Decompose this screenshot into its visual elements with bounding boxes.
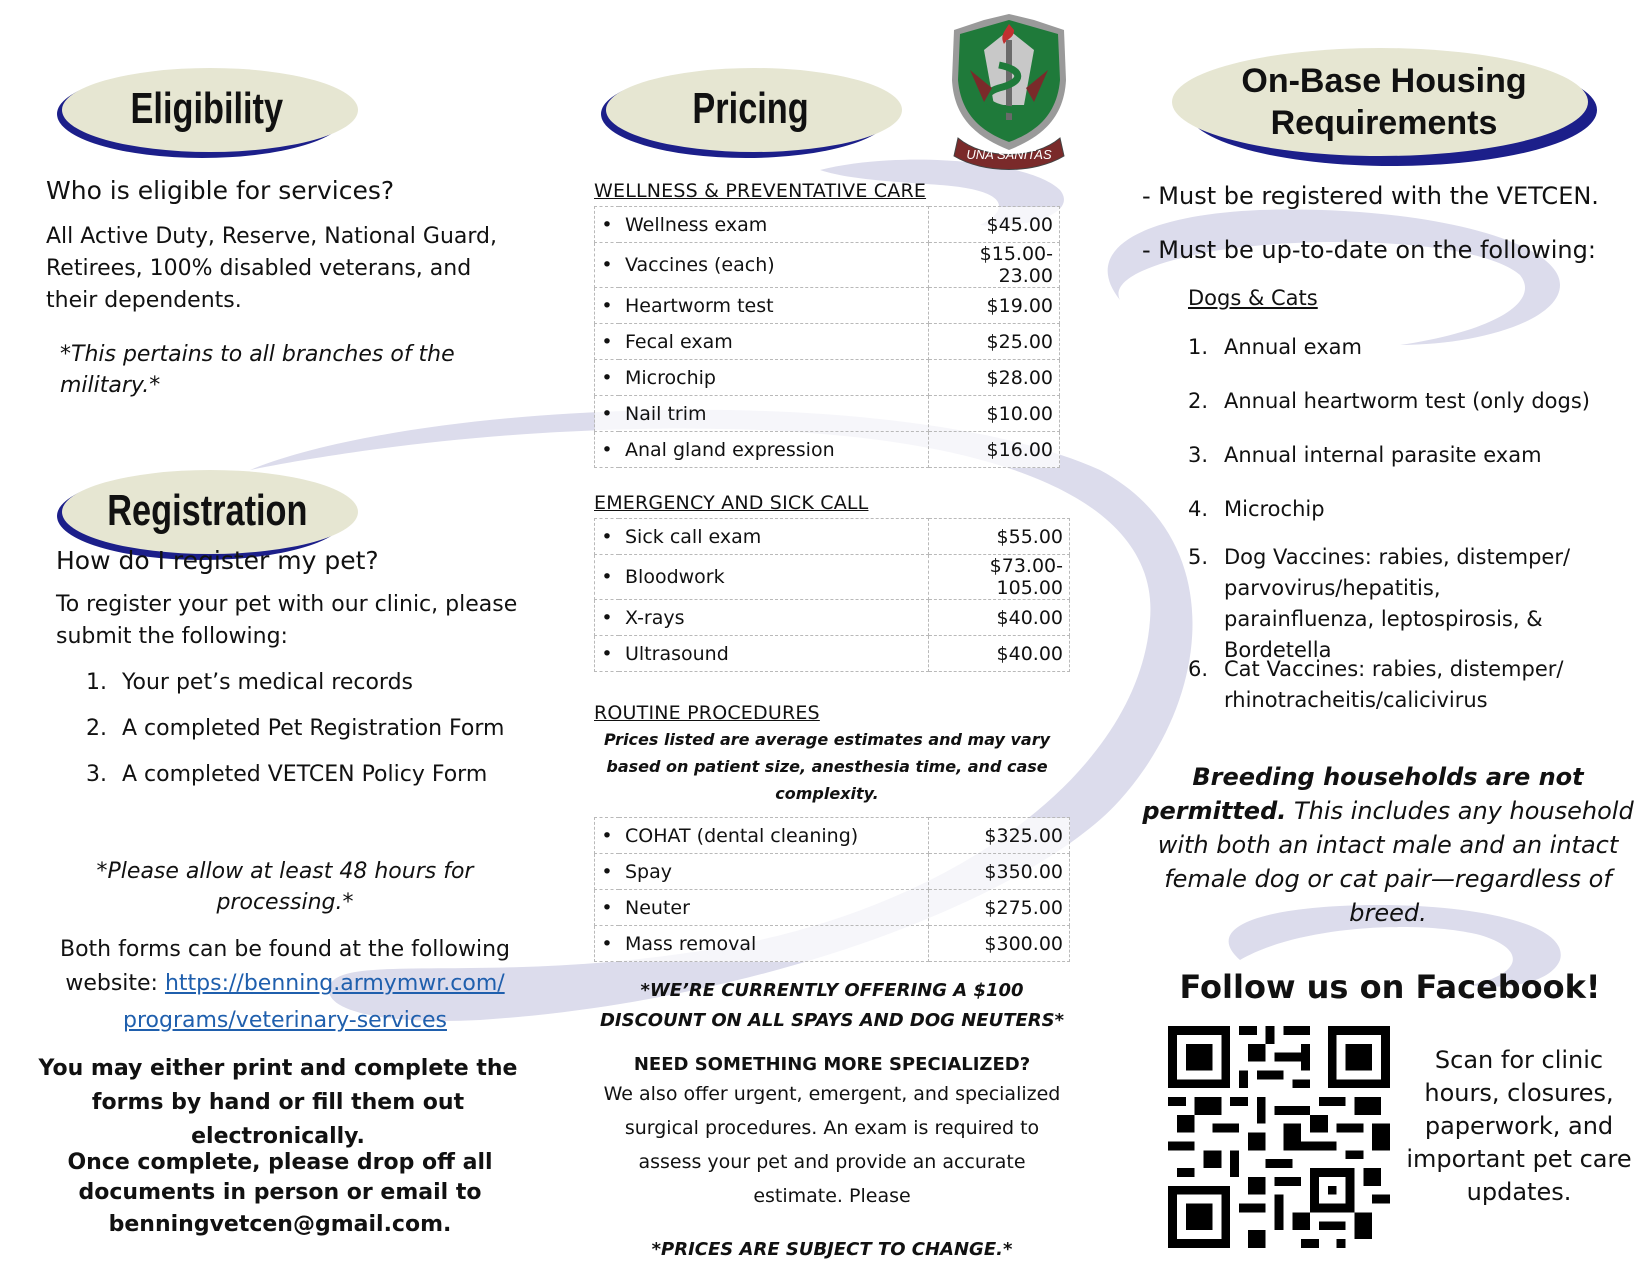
housing-requirement-registered: - Must be registered with the VETCEN. (1142, 182, 1599, 210)
service-price: $28.00 (929, 360, 1060, 396)
registration-list (56, 659, 526, 797)
list-item (1188, 440, 1642, 494)
service-price: $16.00 (929, 432, 1060, 468)
registration-heading: Registration (106, 486, 308, 535)
service-name: Vaccines (each) (619, 243, 929, 288)
table-row: • Nail trim $10.00 (595, 396, 1060, 432)
list-number: 1. (1188, 335, 1209, 359)
list-number: 6. (1188, 657, 1209, 681)
list-item (1188, 654, 1642, 716)
service-price: $19.00 (929, 288, 1060, 324)
specialized-heading: NEED SOMETHING MORE SPECIALIZED? (633, 1054, 1031, 1075)
service-price: $350.00 (929, 854, 1070, 890)
list-item (1188, 332, 1642, 386)
breeding-explanation: This includes any household with both an intact male and an intact female dog or cat pair—regardless of breed. (1157, 797, 1634, 927)
price-change-note: *PRICES ARE SUBJECT TO CHANGE.* (651, 1239, 1013, 1260)
facebook-scan-text: Scan for clinic hours, closures, paperwork, and important pet care updates. (1406, 1046, 1632, 1206)
service-price: $45.00 (929, 207, 1060, 243)
list-text: Annual heartworm test (only dogs) (1224, 389, 1590, 413)
dropoff-note: Once complete, please drop off all documents in person or email to (67, 1150, 493, 1205)
service-price: $73.00-105.00 (929, 555, 1070, 600)
service-name: Nail trim (619, 396, 929, 432)
service-name: Mass removal (619, 926, 929, 962)
print-note: You may either print and complete the forms by hand or fill them out electronically. (38, 1056, 518, 1149)
service-price: $10.00 (929, 396, 1060, 432)
service-price: $15.00-23.00 (929, 243, 1060, 288)
list-number: 4. (1188, 497, 1209, 521)
emergency-price-table (594, 518, 1070, 672)
list-item (86, 659, 526, 705)
wellness-price-table (594, 206, 1060, 468)
service-price: $25.00 (929, 324, 1060, 360)
breeding-warning: Breeding households are not permitted. (1142, 763, 1584, 825)
website-label: website: (65, 970, 158, 996)
service-price: $275.00 (929, 890, 1070, 926)
service-name: Fecal exam (619, 324, 929, 360)
table-row: • Mass removal $300.00 (595, 926, 1070, 962)
list-text: Your pet’s medical records (122, 669, 413, 695)
list-text: A completed Pet Registration Form (122, 715, 505, 741)
list-number: 2. (86, 715, 107, 741)
table-row: • Neuter $275.00 (595, 890, 1070, 926)
list-item (1188, 386, 1642, 440)
service-name: Heartworm test (619, 288, 929, 324)
list-item (86, 705, 526, 751)
eligibility-header (52, 64, 362, 164)
dogs-cats-subheading: Dogs & Cats (1188, 286, 1318, 310)
table-row: • Vaccines (each) $15.00-23.00 (595, 243, 1060, 288)
table-row: • Sick call exam $55.00 (595, 519, 1070, 555)
specialized-text: We also offer urgent, emergent, and specialized surgical procedures. An exam is required to assess your pet and provide an accurate estimate. Please (603, 1083, 1061, 1207)
housing-heading-line1: On-Base Housing (1241, 62, 1527, 100)
list-text: Annual internal parasite exam (1224, 443, 1542, 467)
service-price: $325.00 (929, 818, 1070, 854)
service-price: $40.00 (929, 636, 1070, 672)
service-name: X-rays (619, 600, 929, 636)
table-row: • Microchip $28.00 (595, 360, 1060, 396)
housing-requirements-list (1142, 332, 1642, 716)
service-name: Anal gland expression (619, 432, 929, 468)
service-name: Bloodwork (619, 555, 929, 600)
table-row: • Spay $350.00 (595, 854, 1070, 890)
service-price: $55.00 (929, 519, 1070, 555)
website-link[interactable]: https://benning.armymwr.com/ (164, 970, 505, 996)
registration-question: How do I register my pet? (56, 546, 379, 575)
list-number: 3. (86, 761, 107, 787)
list-number: 1. (86, 669, 107, 695)
email-address: benningvetcen@gmail.com. (108, 1212, 452, 1237)
list-item (1188, 494, 1642, 542)
pricing-header (596, 64, 906, 164)
registration-intro: To register your pet with our clinic, please submit the following: (56, 592, 518, 649)
facebook-qr-code[interactable] (1168, 1026, 1390, 1248)
list-item (86, 751, 526, 797)
service-name: Neuter (619, 890, 929, 926)
list-text: Dog Vaccines: rabies, distemper/ parvovirus/hepatitis, parainfluenza, leptospirosis, & Bordetella (1224, 545, 1571, 662)
unit-crest-logo (944, 10, 1074, 175)
table-row: • Fecal exam $25.00 (595, 324, 1060, 360)
website-link-continued[interactable]: programs/veterinary-services (123, 1007, 447, 1033)
housing-heading-line2: Requirements (1270, 104, 1498, 142)
service-name: Ultrasound (619, 636, 929, 672)
list-number: 2. (1188, 389, 1209, 413)
service-price: $40.00 (929, 600, 1070, 636)
routine-price-table (594, 817, 1070, 962)
table-row: • Anal gland expression $16.00 (595, 432, 1060, 468)
list-item (1188, 542, 1642, 662)
housing-requirement-uptodate: - Must be up-to-date on the following: (1142, 236, 1596, 264)
list-text: Microchip (1224, 497, 1325, 521)
eligibility-note: *This pertains to all branches of the military.* (60, 342, 455, 399)
list-text: A completed VETCEN Policy Form (122, 761, 488, 787)
facebook-heading: Follow us on Facebook! (1179, 968, 1601, 1006)
table-row: • Bloodwork $73.00-105.00 (595, 555, 1070, 600)
list-text: Annual exam (1224, 335, 1362, 359)
service-name: Microchip (619, 360, 929, 396)
eligibility-answer: All Active Duty, Reserve, National Guard, Retirees, 100% disabled veterans, and their dependents. (46, 224, 497, 313)
service-name: Wellness exam (619, 207, 929, 243)
routine-note: Prices listed are average estimates and may vary based on patient size, anesthesia time, and case complexity. (603, 730, 1051, 803)
eligibility-heading: Eligibility (130, 84, 284, 133)
discount-note: *WE’RE CURRENTLY OFFERING A $100 DISCOUNT ON ALL SPAYS AND DOG NEUTERS* (599, 980, 1065, 1031)
service-price: $300.00 (929, 926, 1070, 962)
eligibility-question: Who is eligible for services? (46, 176, 395, 205)
service-name: Spay (619, 854, 929, 890)
list-number: 3. (1188, 443, 1209, 467)
table-row: • Ultrasound $40.00 (595, 636, 1070, 672)
forms-text: Both forms can be found at the following (59, 937, 511, 963)
table-row: • X-rays $40.00 (595, 600, 1070, 636)
wellness-title: WELLNESS & PREVENTATIVE CARE (594, 180, 927, 202)
housing-header (1160, 44, 1600, 170)
processing-note: *Please allow at least 48 hours for processing.* (96, 859, 474, 916)
list-number: 5. (1188, 545, 1209, 569)
list-text: Cat Vaccines: rabies, distemper/ rhinotracheitis/calicivirus (1224, 657, 1564, 712)
emergency-title: EMERGENCY AND SICK CALL (594, 492, 869, 514)
service-name: Sick call exam (619, 519, 929, 555)
routine-title: ROUTINE PROCEDURES (594, 702, 820, 724)
table-row: • Wellness exam $45.00 (595, 207, 1060, 243)
table-row: • COHAT (dental cleaning) $325.00 (595, 818, 1070, 854)
table-row: • Heartworm test $19.00 (595, 288, 1060, 324)
pricing-heading: Pricing (692, 84, 810, 133)
service-name: COHAT (dental cleaning) (619, 818, 929, 854)
crest-motto: UNA SANITAS (966, 147, 1052, 162)
